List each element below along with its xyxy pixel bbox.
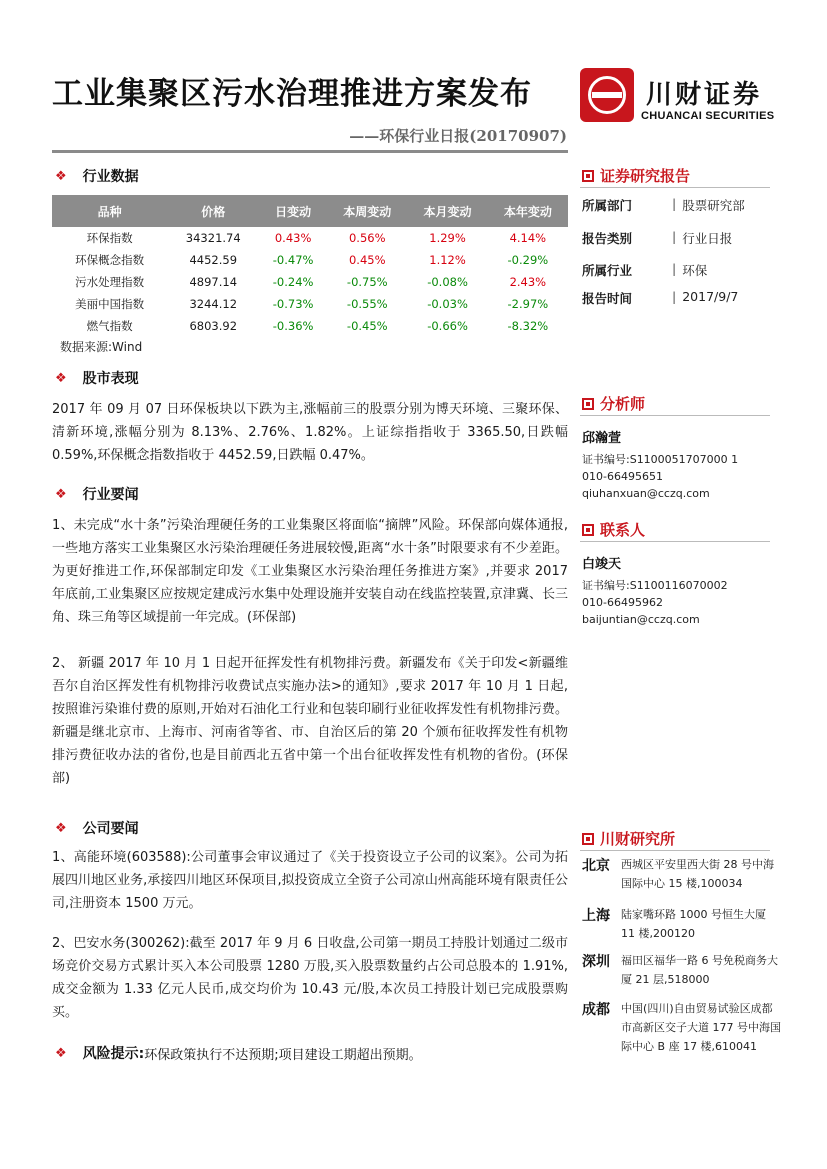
analyst-cert: 证书编号:S1100051707000 1 — [582, 453, 739, 466]
contact-name: 白竣天 — [582, 557, 622, 572]
square-bullet-icon — [582, 524, 594, 536]
office-beijing: 北京 西城区平安里西大街 28 号中海国际中心 15 楼,100034 — [582, 858, 775, 890]
section-company-news: ❖ 公司要闻 — [55, 820, 139, 837]
report-subtitle: ——环保行业日报(20170907) — [349, 127, 567, 145]
data-source: 数据来源:Wind — [60, 340, 143, 354]
info-date: 报告时间 | 2017/9/7 — [582, 289, 739, 306]
office-shenzhen: 深圳 福田区福华一路 6 号免税商务大厦 21 层,518000 — [582, 954, 779, 986]
analyst-email[interactable]: qiuhanxuan@cczq.com — [582, 487, 710, 500]
table-row: 美丽中国指数 3244.12 -0.73% -0.55% -0.03% -2.97% — [75, 297, 549, 311]
table-row: 燃气指数 6803.92 -0.36% -0.45% -0.66% -8.32% — [86, 319, 549, 333]
diamond-bullet-icon: ❖ — [55, 168, 67, 184]
info-department: 所属部门 | 股票研究部 — [582, 196, 745, 213]
diamond-bullet-icon: ❖ — [55, 1045, 67, 1061]
company-item-1: 1、高能环境(603588):公司董事会审议通过了《关于投资设立子公司的议案》。公司为拓展四川地区业务,承接四川地区环保项目,拟投资成立全资子公司凉山州高能环境有限责任公司,注册资本 1500 万元。 — [52, 850, 568, 911]
section-industry-news: ❖ 行业要闻 — [55, 486, 139, 503]
stock-paragraph: 2017 年 09 月 07 日环保板块以下跌为主,涨幅前三的股票分别为博天环境、三聚环保、清新环境,涨幅分别为 8.13%、2.76%、1.82%。上证综指指收于 3365.50,日跌幅 0.59%,环保概念指数指收于 4452.59,日跌幅 0.47%。 — [52, 402, 568, 463]
company-logo — [580, 68, 780, 128]
sidebar-divider — [580, 415, 770, 416]
company-item-2: 2、巴安水务(300262):截至 2017 年 9 月 6 日收盘,公司第一期员工持股计划通过二级市场竞价交易方式累计买入本公司股票 1280 万股,买入股票数量约占公司总股本的 1.91%,成交金额为 1.33 亿元人民币,成交均价为 10.43 元/股,本次员工持股计划已完成股票购买。 — [52, 936, 568, 1020]
office-chengdu: 成都 中国(四川)自由贸易试验区成都市高新区交子大道 177 号中海国际中心 B 座 17 楼,610041 — [582, 1002, 782, 1053]
col-header: 价格 — [167, 195, 259, 227]
contact-cert: 证书编号:S1100116070002 — [582, 579, 728, 592]
logo-cn-text: 川财证券 — [646, 80, 763, 110]
table-header-row — [52, 195, 568, 227]
office-shanghai: 上海 陆家嘴环路 1000 号恒生大厦 11 楼,200120 — [582, 908, 767, 940]
contact-phone: 010-66495962 — [582, 596, 663, 609]
sidebar-divider — [580, 541, 770, 542]
analyst-card — [582, 430, 738, 502]
logo-mark-icon — [580, 68, 634, 122]
diamond-bullet-icon: ❖ — [55, 486, 67, 502]
table-row: 环保指数 34321.74 0.43% 0.56% 1.29% 4.14% — [86, 231, 547, 245]
col-header: 品种 — [52, 195, 167, 227]
section-industry-data: ❖ 行业数据 — [55, 168, 139, 185]
square-bullet-icon — [582, 170, 594, 182]
sidebar-divider — [580, 850, 770, 851]
info-category: 报告类别 | 行业日报 — [582, 229, 733, 246]
col-header: 本周变动 — [327, 195, 407, 227]
diamond-bullet-icon: ❖ — [55, 820, 67, 836]
square-bullet-icon — [582, 833, 594, 845]
news-item-2: 2、 新疆 2017 年 10 月 1 日起开征挥发性有机物排污费。新疆发布《关于印发<新疆维吾尔自治区挥发性有机物排污收费试点实施办法>的通知》,要求 2017 年 10 月 1 日起,按照谁污染谁付费的原则,开始对石油化工行业和包装印刷行业征收挥发性有机物排污费。新疆是继北京市、上海市、河南省等省、市、自治区后的第 20 个颁布征收挥发性有机物排污费征收办法的省份,也是目前西北五省中第一个出台征收挥发性有机物的省份。(环保部) — [52, 656, 568, 786]
title-divider — [52, 150, 568, 153]
risk-warning: ❖ 风险提示: 环保政策执行不达预期;项目建设工期超出预期。 — [55, 1045, 422, 1063]
sidebar-divider — [580, 187, 770, 188]
table-row: 环保概念指数 4452.59 -0.47% 0.45% 1.12% -0.29% — [75, 253, 549, 267]
contact-card — [582, 556, 728, 628]
sidebar-analyst-header: 分析师 — [582, 393, 645, 414]
news-item-1: 1、未完成“水十条”污染治理硬任务的工业集聚区将面临“摘牌”风险。环保部向媒体通报,一些地方落实工业集聚区水污染治理硬任务进展较慢,距离“水十条”时限要求有不少差距。为更好推进工作,环保部制定印发《工业集聚区水污染治理任务推进方案》,并要求 2017 年底前,工业集聚区应按规定建成污水集中处理设施并安装自动在线监控装置,京津冀、长三角、珠三角等区域提前一年完成。(环保部) — [52, 518, 568, 625]
info-industry: 所属行业 | 环保 — [582, 261, 708, 278]
index-table — [52, 195, 568, 337]
table-row: 污水处理指数 4897.14 -0.24% -0.75% -0.08% 2.43% — [75, 275, 547, 289]
report-title: 工业集聚区污水治理推进方案发布 — [52, 76, 532, 112]
square-bullet-icon — [582, 398, 594, 410]
sidebar-institute-header: 川财研究所 — [582, 828, 675, 849]
analyst-name: 邱瀚萱 — [582, 431, 622, 446]
col-header: 本年变动 — [488, 195, 568, 227]
sidebar-report-header: 证券研究报告 — [582, 165, 690, 186]
sidebar-contact-header: 联系人 — [582, 519, 645, 540]
analyst-phone: 010-66495651 — [582, 470, 663, 483]
col-header: 日变动 — [259, 195, 327, 227]
contact-email[interactable]: baijuntian@cczq.com — [582, 613, 700, 626]
diamond-bullet-icon: ❖ — [55, 370, 67, 386]
logo-en-text: CHUANCAI SECURITIES — [641, 110, 775, 122]
col-header: 本月变动 — [407, 195, 487, 227]
section-stock-market: ❖ 股市表现 — [55, 370, 139, 387]
